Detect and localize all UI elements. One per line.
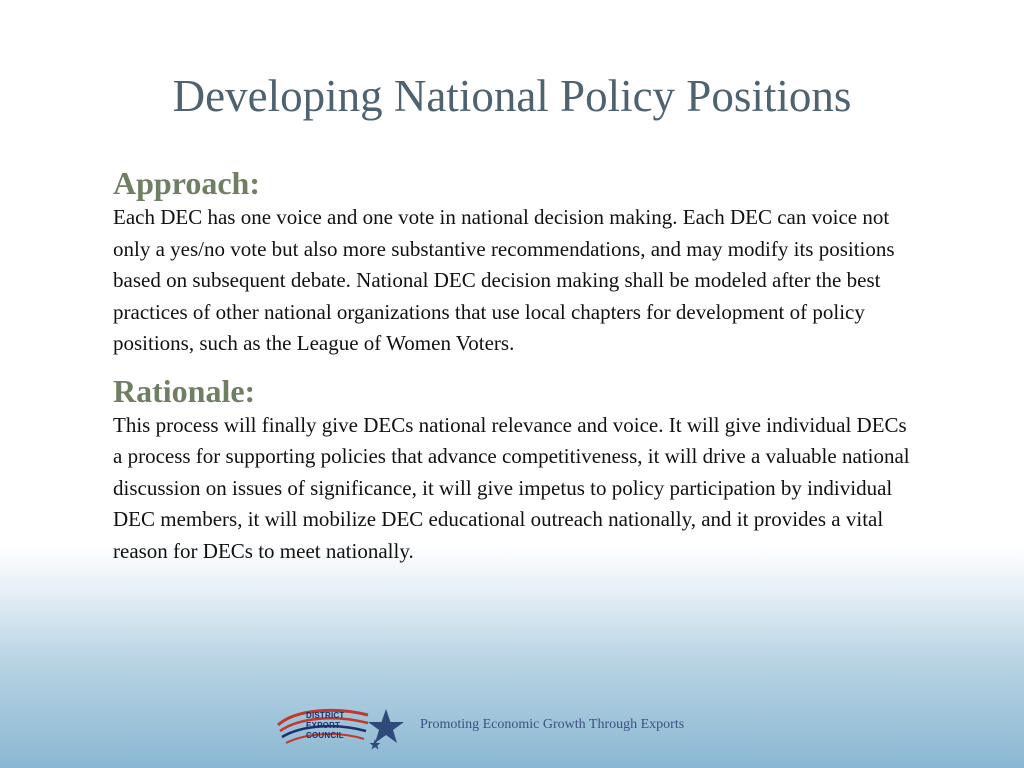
logo-text-export: EXPORT: [306, 721, 341, 730]
rationale-heading: Rationale:: [113, 372, 256, 409]
slide-content: [113, 164, 913, 567]
logo-text-council: COUNCIL: [306, 731, 344, 740]
logo-text-district: DISTRICT: [306, 711, 345, 720]
rationale-body: This process will finally give DECs national relevance and voice. It will give individual DECs a process for supporting policies that advance competitiveness, it will drive a valuable national discussion on issues of significance, it will give impetus to policy participation by individual DEC members, it will mobilize DEC educational outreach nationally, and it provides a vital reason for DECs to meet nationally.: [113, 412, 910, 563]
star-icon: [368, 709, 404, 743]
slide-footer: [276, 703, 736, 751]
footer-tagline: Promoting Economic Growth Through Exports: [420, 717, 685, 732]
district-export-council-logo: [276, 703, 411, 751]
approach-body: Each DEC has one voice and one vote in national decision making. Each DEC can voice not only a yes/no vote but also more substantive recommendations, and may modify its positions based on subsequent debate. National DEC decision making shall be modeled after the best practices of other national organizations that use local chapters for development of policy positions, such as the League of Women Voters.: [113, 205, 895, 355]
approach-heading: Approach:: [113, 165, 260, 201]
section-spacer: [113, 360, 913, 372]
slide-title: Developing National Policy Positions: [172, 71, 852, 121]
